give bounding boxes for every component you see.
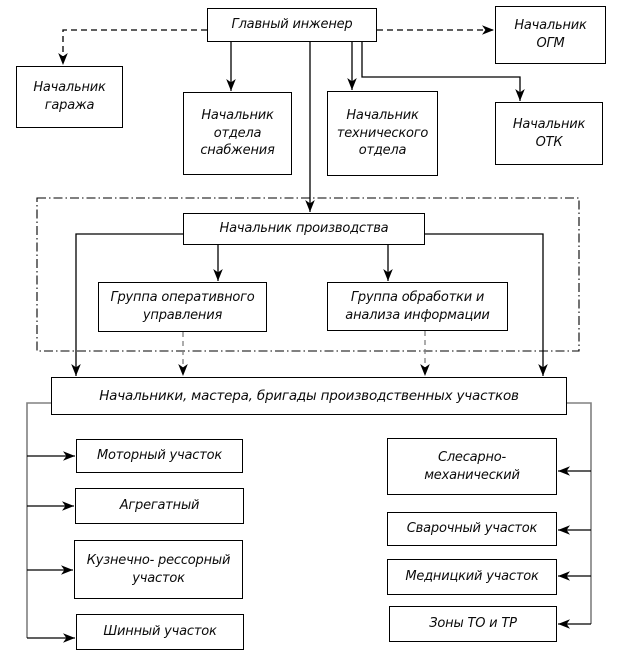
node-ogm-chief: Начальник ОГМ: [495, 6, 606, 64]
node-maintenance-zones: Зоны ТО и ТР: [389, 606, 557, 642]
node-production-chief: Начальник производства: [183, 213, 425, 245]
node-group-operational: Группа оперативного управления: [98, 282, 267, 332]
node-otk-chief: Начальник ОТК: [495, 102, 603, 165]
node-copper-section: Медницкий участок: [387, 559, 557, 595]
feeder-right: [567, 403, 591, 624]
node-locksmith-mechanical-section: Слесарно- механический: [387, 438, 557, 495]
edge-chief-garage: [63, 30, 207, 65]
node-forge-spring-section: Кузнечно- рессорный участок: [74, 540, 243, 599]
node-welding-section: Сварочный участок: [387, 512, 557, 546]
node-tech-dept-chief: Начальник технического отдела: [327, 91, 438, 176]
feeder-left: [27, 403, 51, 638]
node-chief-engineer: Главный инженер: [207, 8, 377, 42]
node-aggregate-section: Агрегатный: [75, 488, 244, 524]
node-tire-section: Шинный участок: [76, 614, 244, 650]
node-group-analysis: Группа обработки и анализа информации: [327, 282, 508, 331]
node-garage-chief: Начальник гаража: [16, 66, 123, 128]
node-motor-section: Моторный участок: [76, 439, 243, 473]
node-foremen-band: Начальники, мастера, бригады производственных участков: [51, 377, 567, 415]
node-supply-chief: Начальник отдела снабжения: [183, 92, 292, 175]
